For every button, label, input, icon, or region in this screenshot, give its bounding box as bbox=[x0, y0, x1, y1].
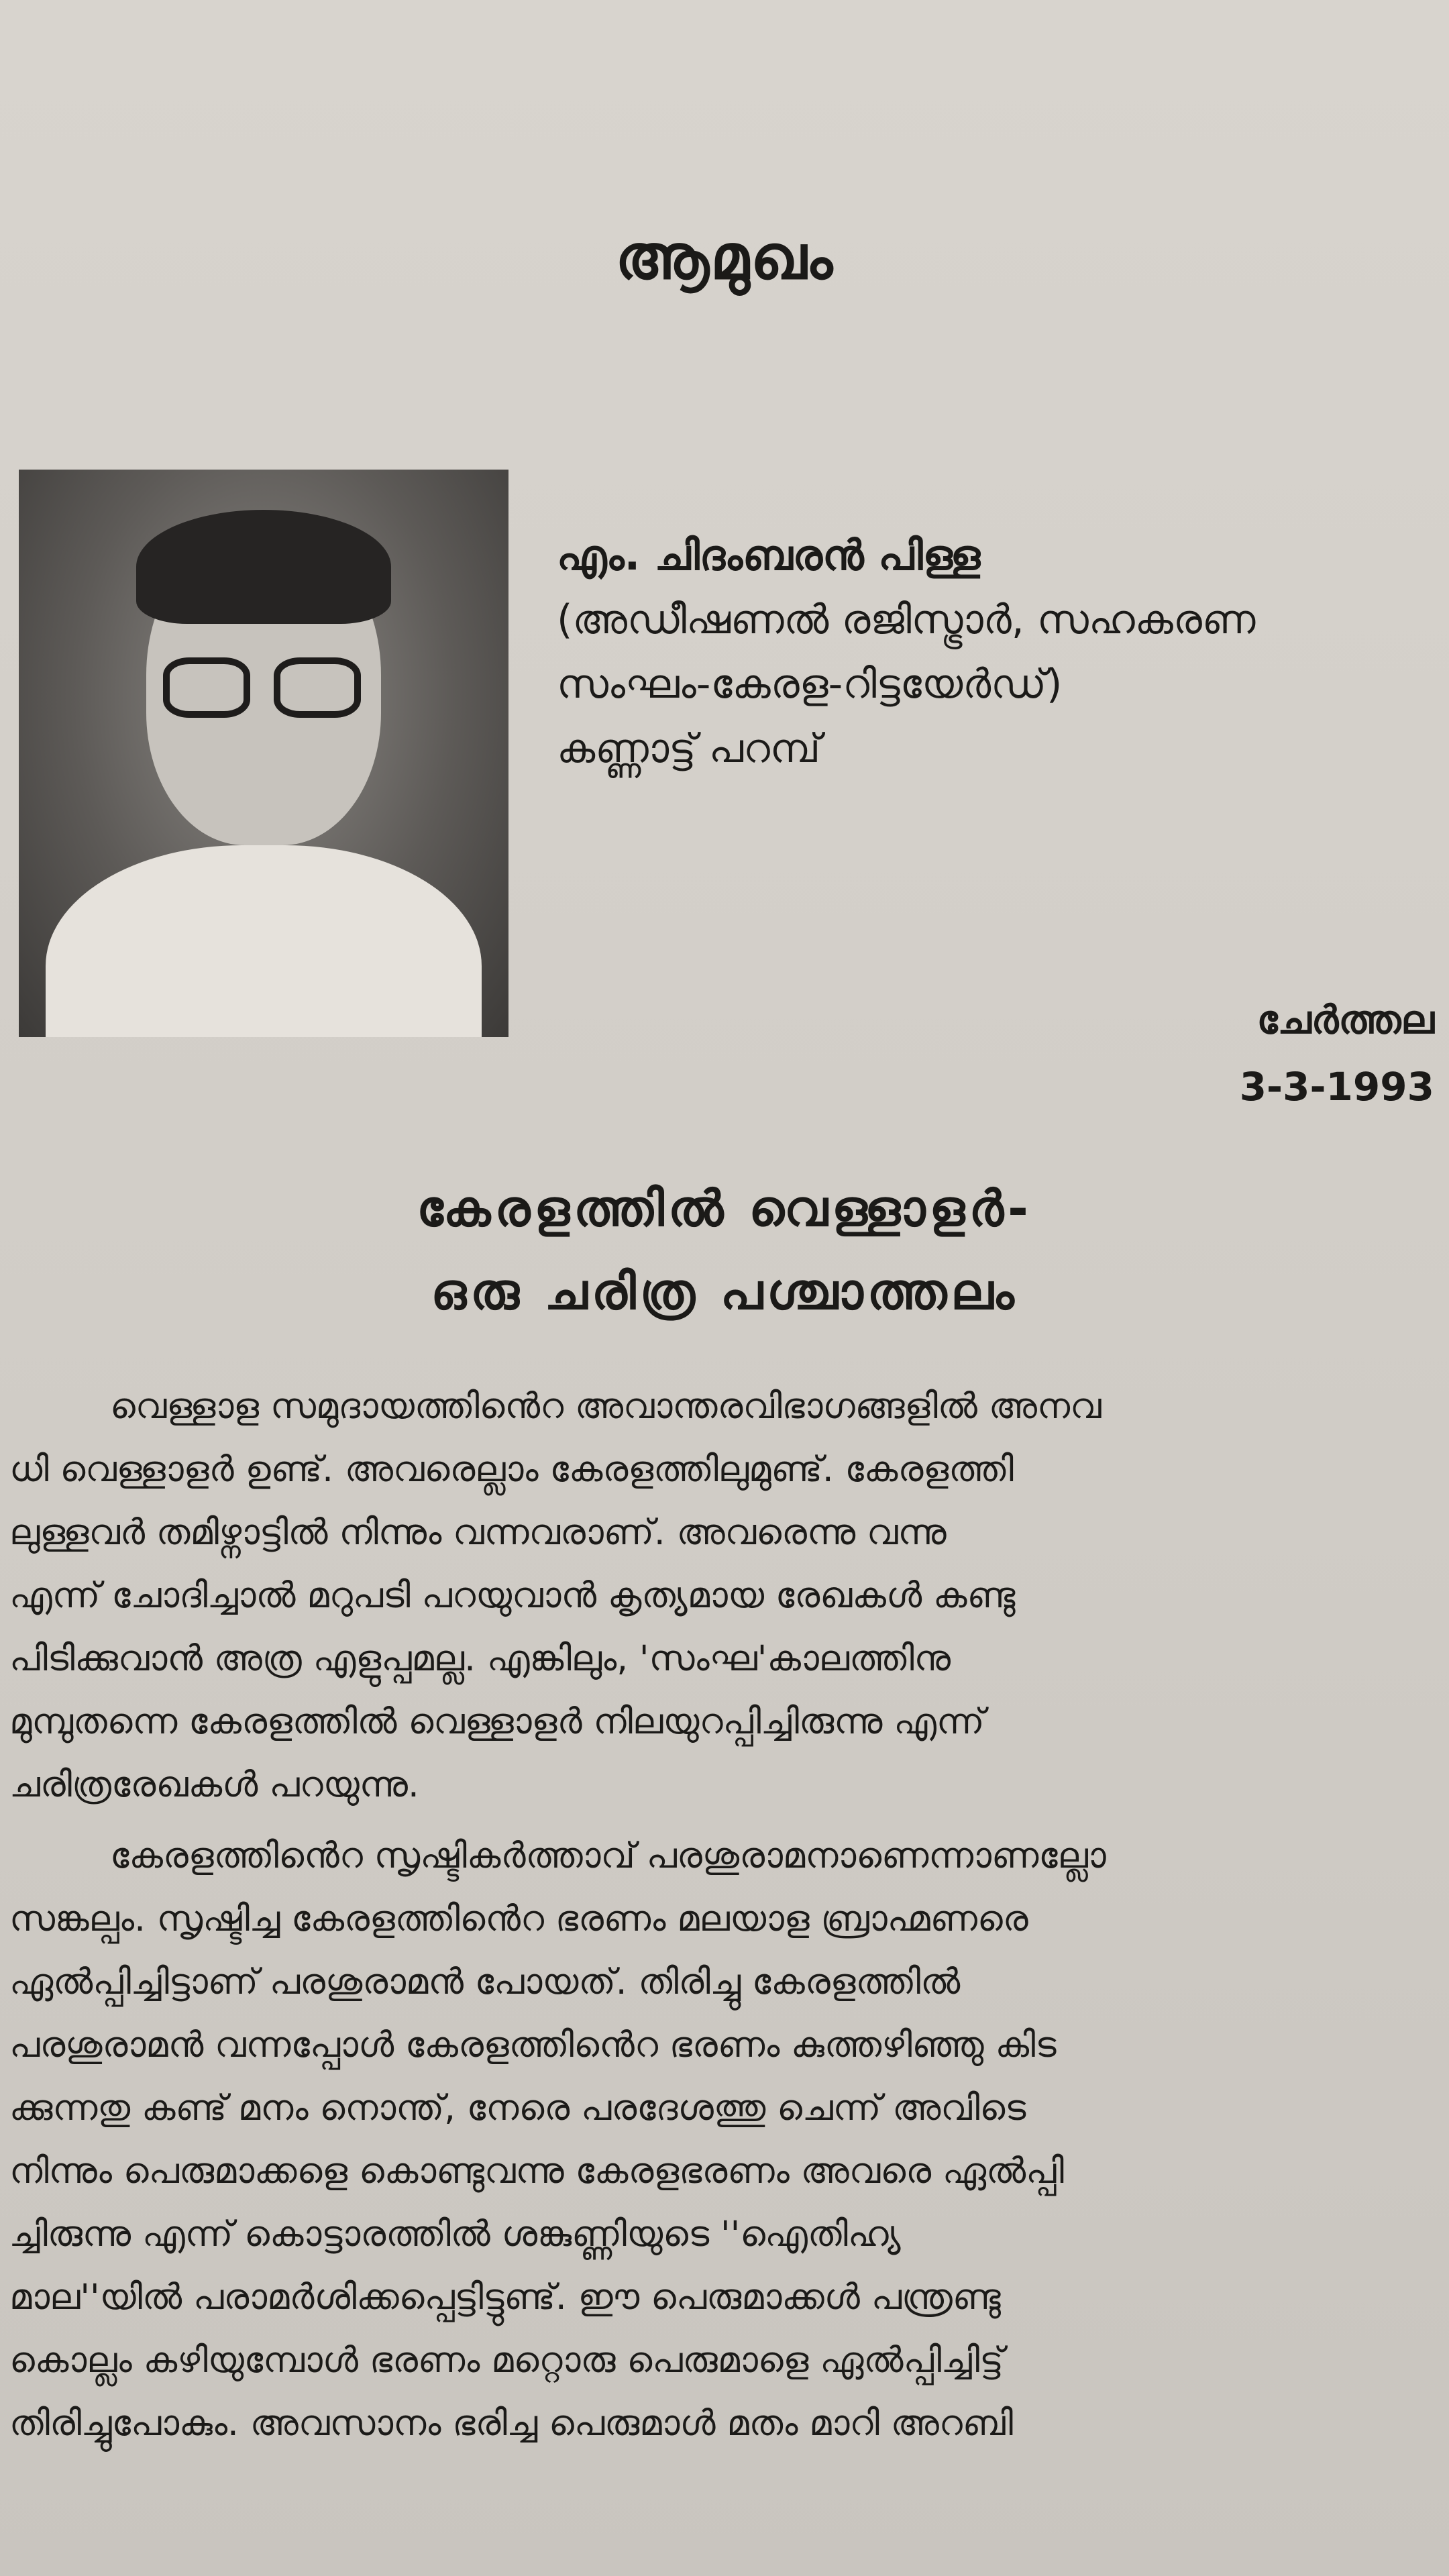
author-portrait bbox=[19, 470, 508, 1037]
paragraph-line: ക്കുന്നതു കണ്ട് മനം നൊന്ത്, നേരെ പരദേശത്തു ചെന്ന് അവിടെ bbox=[9, 2088, 1026, 2129]
paragraph-line: മാല''യിൽ പരാമർശിക്കപ്പെട്ടിട്ടുണ്ട്. ഈ പെരുമാക്കൾ പന്ത്രണ്ടു bbox=[9, 2277, 1001, 2318]
article-title-line2: ഒരു ചരിത്ര പശ്ചാത്തലം bbox=[431, 1263, 1018, 1321]
paragraph-line: കൊല്ലം കഴിയുമ്പോൾ ഭരണം മറ്റൊരു പെരുമാളെ ഏൽപ്പിച്ചിട്ട് bbox=[9, 2340, 1004, 2381]
paragraph-line: പിടിക്കുവാൻ അത്ര എളുപ്പമല്ല. എങ്കിലും, 'സംഘ'കാലത്തിനു bbox=[9, 1638, 951, 1679]
portrait-hair bbox=[136, 510, 391, 624]
paragraph-line: പരശുരാമൻ വന്നപ്പോൾ കേരളത്തിൻെറ ഭരണം കുത്തഴിഞ്ഞു കിട bbox=[9, 2025, 1057, 2065]
paragraph-line: മുമ്പുതന്നെ കേരളത്തിൽ വെള്ളാളർ നിലയുറപ്പിച്ചിരുന്നു എന്ന് bbox=[9, 1701, 985, 1742]
place: ചേർത്തല bbox=[1256, 997, 1434, 1042]
paragraph-line: തിരിച്ചുപോകും. അവസാനം ഭരിച്ച പെരുമാൾ മതം മാറി അറബി bbox=[9, 2403, 1014, 2444]
paragraph-line: ച്ചിരുന്നു എന്ന് കൊട്ടാരത്തിൽ ശങ്കുണ്ണിയുടെ ''ഐതിഹ്യ bbox=[9, 2214, 901, 2255]
paragraph-line: നിന്നും പെരുമാക്കളെ കൊണ്ടുവന്നു കേരളഭരണം അവരെ ഏൽപ്പി bbox=[9, 2151, 1064, 2192]
date: 3-3-1993 bbox=[1239, 1064, 1434, 1110]
article-title bbox=[0, 1167, 1449, 1334]
author-designation-line2: സംഘം-കേരള-റിട്ടയേർഡ്) bbox=[557, 661, 1063, 708]
portrait-glasses bbox=[163, 657, 364, 718]
article-title-line1: കേരളത്തിൽ വെള്ളാളർ- bbox=[417, 1180, 1032, 1238]
paragraph-2 bbox=[9, 1825, 1438, 2455]
paragraph-line: സങ്കല്പം. സൃഷ്ടിച്ച കേരളത്തിൻെറ ഭരണം മലയാള ബ്രാഹ്മണരെ bbox=[9, 1898, 1028, 1939]
paragraph-line: ധി വെള്ളാളർ ഉണ്ട്. അവരെല്ലാം കേരളത്തിലുമുണ്ട്. കേരളത്തി bbox=[9, 1449, 1014, 1490]
paragraph-line: വെള്ളാള സമുദായത്തിൻെറ അവാന്തരവിഭാഗങ്ങളിൽ അനവ bbox=[110, 1386, 1102, 1427]
paragraph-line: ചരിത്രരേഖകൾ പറയുന്നു. bbox=[9, 1764, 419, 1805]
place-date-block bbox=[1240, 986, 1434, 1120]
page-heading: ആമുഖം bbox=[614, 221, 835, 293]
author-name: എം. ചിദംബരൻ പിള്ള bbox=[557, 531, 981, 580]
author-address: കണ്ണാട്ട് പറമ്പ് bbox=[557, 725, 821, 772]
portrait-shirt bbox=[46, 845, 482, 1037]
paragraph-line: കേരളത്തിൻെറ സൃഷ്ടികർത്താവ് പരശുരാമനാണെന്നാണല്ലോ bbox=[110, 1835, 1106, 1876]
author-designation-line1: (അഡീഷണൽ രജിസ്ട്രാർ, സഹകരണ bbox=[557, 596, 1256, 643]
paragraph-line: ഏൽപ്പിച്ചിട്ടാണ് പരശുരാമൻ പോയത്. തിരിച്ചു കേരളത്തിൽ bbox=[9, 1962, 961, 2002]
paragraph-1 bbox=[9, 1375, 1438, 1817]
paragraph-line: ലുള്ളവർ തമിഴ്നാട്ടിൽ നിന്നും വന്നവരാണ്. അവരെന്നു വന്നു bbox=[9, 1512, 947, 1553]
paragraph-line: എന്ന് ചോദിച്ചാൽ മറുപടി പറയുവാൻ കൃത്യമായ രേഖകൾ കണ്ടു bbox=[9, 1575, 1016, 1616]
author-caption bbox=[557, 523, 1255, 781]
